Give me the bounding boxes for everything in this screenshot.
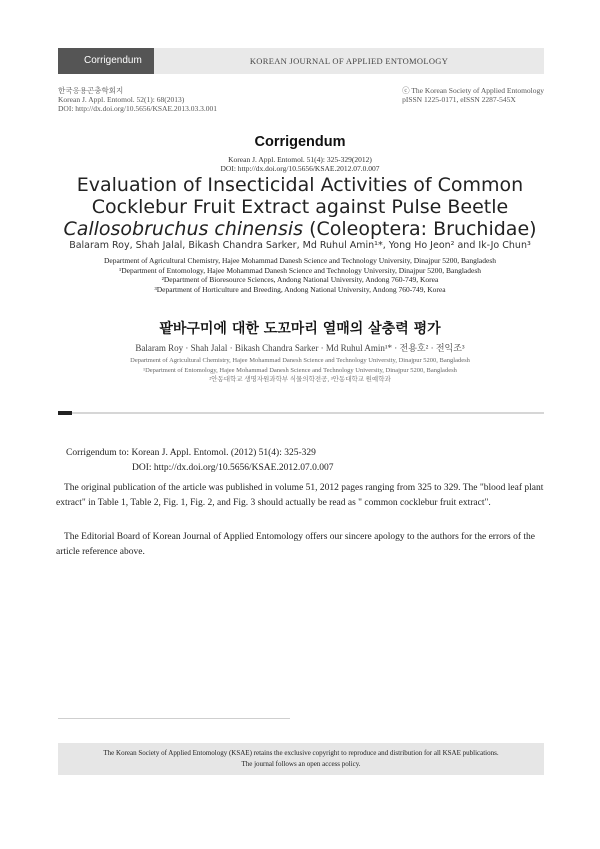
section-divider [58, 412, 544, 414]
affiliation-item: ³Department of Horticulture and Breeding, Andong National University, Andong 760-749, Korea [154, 284, 446, 294]
korean-affiliation-item: ¹Department of Entomology, Hajee Mohammad Danesh Science and Technology University, Dinajpur 5200, Bangladesh [143, 366, 457, 374]
divider-accent [58, 411, 72, 415]
journal-korean-name: 한국응용곤충학회지 [58, 86, 124, 95]
author-list: Balaram Roy, Shah Jalal, Bikash Chandra Sarker, Md Ruhul Amin¹*, Yong Ho Jeon² and Ik-Jo Chun³ [69, 240, 531, 251]
korean-title: 팥바구미에 대한 도꼬마리 열매의 살충력 평가 [159, 321, 441, 337]
footnote-rule [58, 718, 290, 719]
footer-line: The Korean Society of Applied Entomology (KSAE) retains the exclusive copyright to reproduce and distribution for all KSAE publications. [103, 749, 499, 757]
taxon-name: (Coleoptera: Bruchidae) [303, 218, 537, 240]
affiliation-item: Department of Agricultural Chemistry, Hajee Mohammad Danesh Science and Technology University, Dinajpur 5200, Bangladesh [103, 256, 496, 265]
apology-paragraph: The Editorial Board of Korean Journal of Applied Entomology offers our sincere apology to the authors for the errors of the article reference above. [56, 532, 536, 557]
paper-title [0, 174, 600, 240]
corrigendum-doi: DOI: http://dx.doi.org/10.5656/KSAE.2012.07.0.007 [132, 463, 334, 473]
original-reference [0, 155, 600, 173]
paper-title-line2: Cocklebur Fruit Extract against Pulse Beetle [91, 196, 509, 218]
citation-meta [58, 86, 217, 113]
journal-header-bar [58, 48, 544, 74]
journal-name: KOREAN JOURNAL OF APPLIED ENTOMOLOGY [154, 48, 544, 74]
paper-title-line3 [0, 218, 600, 240]
korean-affiliation-item: Department of Agricultural Chemistry, Hajee Mohammad Danesh Science and Technology University, Dinajpur 5200, Bangladesh [130, 357, 470, 364]
journal-citation: Korean J. Appl. Entomol. 52(1): 68(2013) [58, 95, 185, 104]
original-doi: DOI: http://dx.doi.org/10.5656/KSAE.2012.07.0.007 [220, 164, 380, 173]
species-name: Callosobruchus chinensis [63, 218, 304, 240]
corrigendum-to: Corrigendum to: Korean J. Appl. Entomol. (2012) 51(4): 325-329 [66, 448, 316, 458]
footer-line: The journal follows an open access policy. [241, 760, 361, 768]
original-citation: Korean J. Appl. Entomol. 51(4): 325-329(2012) [228, 155, 372, 164]
article-doi: DOI: http://dx.doi.org/10.5656/KSAE.2013.03.3.001 [58, 104, 218, 113]
affiliation-item: ²Department of Bioresource Sciences, Andong National University, Andong 760-749, Korea [161, 275, 439, 285]
paper-title-line1: Evaluation of Insecticidal Activities of Common [76, 174, 524, 196]
affiliation-list [0, 256, 600, 294]
section-label: Corrigendum [58, 48, 154, 74]
correction-paragraph: The original publication of the article was published in volume 51, 2012 pages ranging from 325 to 329. The "blood leaf plant extract" in Table 1, Table 2, Fig. 1, Fig. 2, and Fig. 3 should actually be read as " common cocklebur fruit extract". [56, 483, 544, 508]
copyright-footer [58, 743, 544, 775]
corrigendum-heading: Corrigendum [254, 134, 346, 150]
affiliation-item: ¹Department of Entomology, Hajee Mohammad Danesh Science and Technology University, Dinajpur 5200, Bangladesh [119, 265, 481, 275]
copyright-line: ⓒ The Korean Society of Applied Entomology [402, 86, 544, 95]
korean-affiliation-list [0, 356, 600, 385]
korean-affiliation-item: ²안동대학교 생명자원과학부 식물의학전공, ³안동대학교 원예학과 [209, 376, 391, 384]
copyright-meta [402, 86, 544, 104]
issn-line: pISSN 1225-0171, eISSN 2287-545X [402, 95, 516, 104]
korean-author-list: Balaram Roy · Shah Jalal · Bikash Chandra Sarker · Md Ruhul Amin¹* · 전용호² · 전익조³ [135, 343, 465, 353]
